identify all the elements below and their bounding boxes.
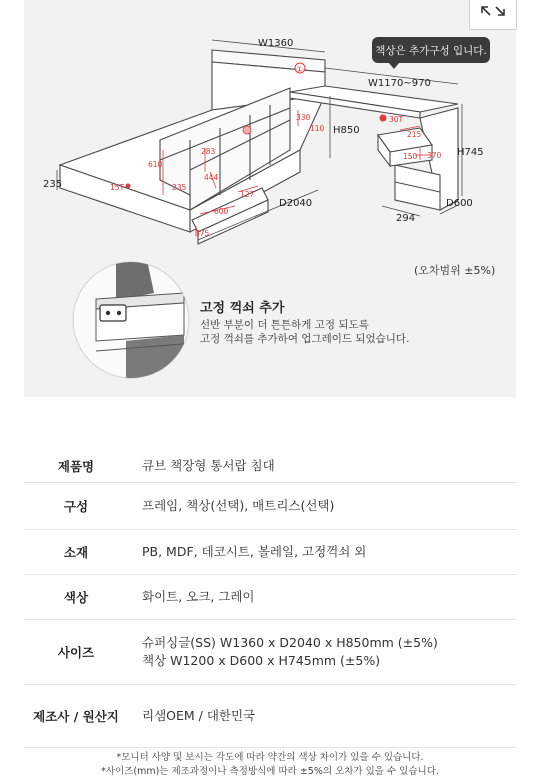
desk-optional-tooltip: 책상은 추가구성 입니다.: [372, 37, 490, 63]
spec-value: PB, MDF, 데코시트, 볼레일, 고정꺽쇠 외: [142, 544, 367, 559]
dim-desk-width: W1170~970: [368, 78, 431, 89]
dim-bed-depth: D2040: [279, 198, 313, 209]
spec-label: 제조사 / 원산지: [33, 709, 119, 724]
footnote: *모니터 사양 및 보시는 각도에 따라 약간의 색상 차이가 있을 수 있습니다.: [116, 752, 424, 763]
spec-value: 프레임, 책상(선택), 매트리스(선택): [142, 498, 335, 513]
spec-value: 슈퍼싱글(SS) W1360 x D2040 x H850mm (±5%): [142, 635, 438, 650]
dim-desk-depth: D600: [446, 198, 473, 209]
dim-shelf-610: 610: [148, 160, 163, 169]
dim-15t: 15T: [110, 183, 125, 192]
spec-label: 색상: [63, 590, 89, 605]
expand-button[interactable]: [469, 0, 517, 30]
dim-desk-215: 215: [407, 130, 422, 139]
spec-value: 리샘OEM / 대한민국: [142, 708, 256, 723]
tolerance-note: (오차범위 ±5%): [414, 264, 496, 277]
dim-shelf-330: 330: [296, 113, 311, 122]
spec-row-material: [24, 530, 516, 575]
lock-feature-title: 고정 꺽쇠 추가: [200, 301, 285, 316]
dim-shelf-283: 283: [201, 147, 216, 156]
dim-frame-height: 235: [43, 179, 63, 190]
spec-value: 큐브 책장형 통서랍 침대: [142, 458, 275, 473]
dim-desk-370: 370: [427, 151, 442, 160]
dim-shelf-110: 110: [310, 124, 325, 133]
spec-row-composition: [24, 483, 516, 530]
lock-desc-line: 선반 부분이 더 튼튼하게 고정 되도록: [200, 319, 369, 331]
spec-row-color: [24, 575, 516, 620]
spec-label: 사이즈: [57, 645, 95, 660]
lock-detail-illustration: [66, 255, 196, 385]
expand-arrows-icon: [480, 5, 506, 19]
dim-bed-width: W1360: [258, 38, 294, 49]
lock-feature-description: [200, 318, 409, 346]
spec-label: 구성: [63, 499, 89, 514]
dim-drawer-375: 375: [195, 229, 210, 238]
dim-drawer-600: 600: [214, 207, 229, 216]
spec-label: 제품명: [57, 459, 95, 474]
dim-desk-height: H745: [457, 147, 484, 158]
spec-row-name: [24, 450, 516, 483]
dim-desk-150: 150: [403, 152, 418, 161]
spec-value: 화이트, 오크, 그레이: [142, 589, 255, 604]
dim-drawer-127: 127: [240, 190, 255, 199]
spec-label: 소재: [63, 545, 89, 560]
dim-shelf-444: 444: [204, 173, 219, 182]
spec-row-manufacturer: [24, 685, 516, 748]
spec-value: 책상 W1200 x D600 x H745mm (±5%): [142, 653, 381, 668]
dim-bed-height: H850: [333, 125, 360, 136]
footnote: *사이즈(mm)는 제조과정이나 측정방식에 따라 ±5%의 오차가 있을 수 있습니다.: [101, 766, 439, 777]
dim-shelf-235: 235: [172, 183, 187, 192]
lock-desc-line: 고정 꺽쇠를 추가하여 업그레이드 되었습니다.: [200, 333, 410, 345]
dim-desk-294: 294: [396, 213, 416, 224]
spec-row-size: [24, 620, 516, 685]
dim-30t: 30T: [389, 115, 404, 124]
spec-table: [24, 450, 516, 748]
marker-1: ①: [296, 65, 304, 74]
footnotes: [0, 751, 540, 779]
